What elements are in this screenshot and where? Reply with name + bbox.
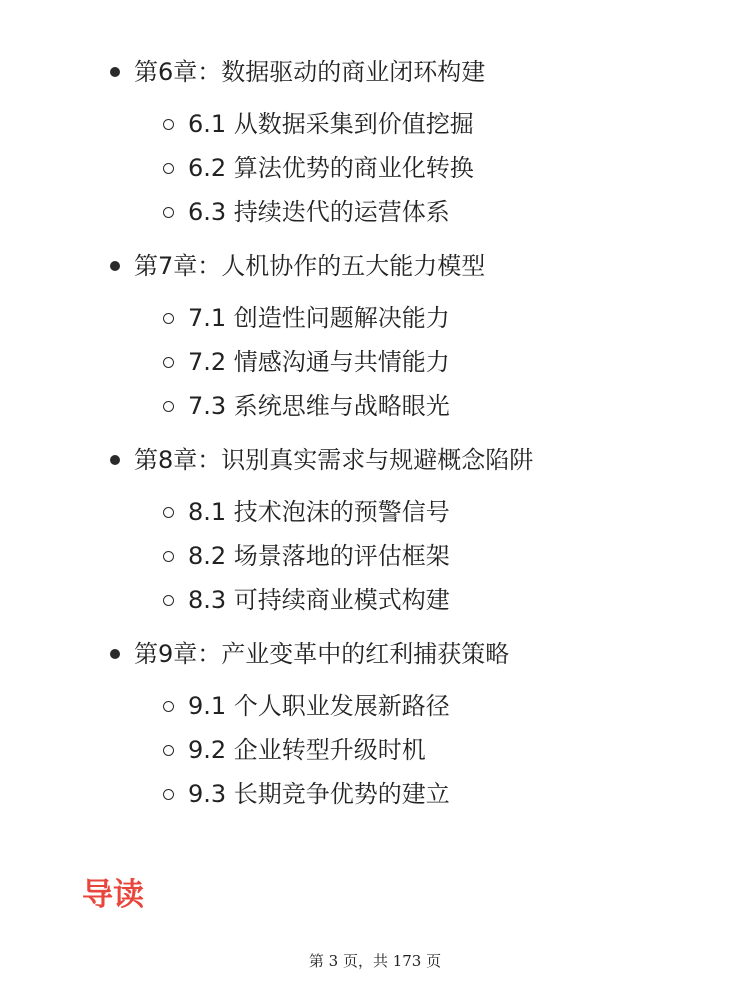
section-heading: 导读 [82, 877, 144, 913]
hollow-bullet-icon [163, 789, 174, 800]
chapter-title [0, 436, 750, 484]
list-item [0, 340, 750, 384]
section-title: 8.3 可持续商业模式构建 [188, 586, 450, 614]
list-item [0, 684, 750, 728]
hollow-bullet-icon [163, 313, 174, 324]
filled-bullet-icon [110, 261, 120, 271]
chapter-8 [0, 436, 750, 622]
hollow-bullet-icon [163, 745, 174, 756]
section-title: 9.3 长期竞争优势的建立 [188, 780, 450, 808]
chapter-6 [0, 48, 750, 234]
chapter-7 [0, 242, 750, 428]
filled-bullet-icon [110, 649, 120, 659]
list-item [0, 772, 750, 816]
list-item [0, 534, 750, 578]
section-title: 7.2 情感沟通与共情能力 [188, 348, 450, 376]
filled-bullet-icon [110, 455, 120, 465]
hollow-bullet-icon [163, 401, 174, 412]
chapter-title-text: 第8章：识别真实需求与规避概念陷阱 [134, 446, 534, 474]
section-title: 6.2 算法优势的商业化转换 [188, 154, 474, 182]
page-number-footer: 第 3 页，共 173 页 [308, 952, 442, 970]
hollow-bullet-icon [163, 119, 174, 130]
hollow-bullet-icon [163, 207, 174, 218]
list-item [0, 578, 750, 622]
section-title: 6.1 从数据采集到价值挖掘 [188, 110, 474, 138]
table-of-contents [0, 48, 750, 824]
chapter-title-text: 第6章：数据驱动的商业闭环构建 [134, 58, 486, 86]
section-list [0, 102, 750, 234]
hollow-bullet-icon [163, 163, 174, 174]
hollow-bullet-icon [163, 595, 174, 606]
chapter-title [0, 630, 750, 678]
hollow-bullet-icon [163, 551, 174, 562]
list-item [0, 190, 750, 234]
hollow-bullet-icon [163, 357, 174, 368]
section-title: 7.3 系统思维与战略眼光 [188, 392, 450, 420]
chapter-title [0, 242, 750, 290]
section-list [0, 684, 750, 816]
section-title: 6.3 持续迭代的运营体系 [188, 198, 450, 226]
filled-bullet-icon [110, 67, 120, 77]
section-list [0, 296, 750, 428]
list-item [0, 384, 750, 428]
hollow-bullet-icon [163, 507, 174, 518]
list-item [0, 102, 750, 146]
chapter-9 [0, 630, 750, 816]
section-title: 8.2 场景落地的评估框架 [188, 542, 450, 570]
list-item [0, 728, 750, 772]
hollow-bullet-icon [163, 701, 174, 712]
section-title: 7.1 创造性问题解决能力 [188, 304, 450, 332]
chapter-title-text: 第7章：人机协作的五大能力模型 [134, 252, 486, 280]
chapter-title-text: 第9章：产业变革中的红利捕获策略 [134, 640, 510, 668]
section-list [0, 490, 750, 622]
list-item [0, 490, 750, 534]
list-item [0, 146, 750, 190]
section-title: 9.2 企业转型升级时机 [188, 736, 426, 764]
chapter-title [0, 48, 750, 96]
list-item [0, 296, 750, 340]
section-title: 8.1 技术泡沫的预警信号 [188, 498, 450, 526]
section-title: 9.1 个人职业发展新路径 [188, 692, 450, 720]
